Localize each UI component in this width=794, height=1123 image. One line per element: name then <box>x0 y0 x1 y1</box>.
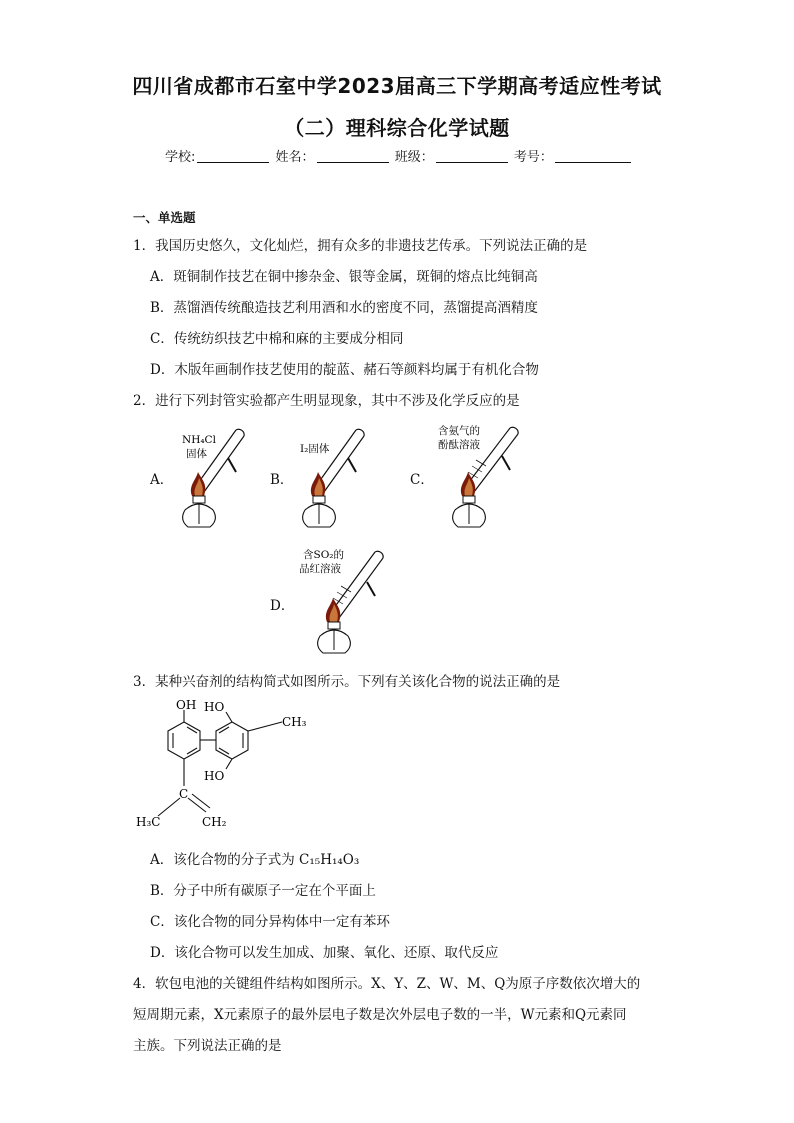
apparatus-c-reagent-1: 含氨气的 <box>438 425 480 437</box>
ho-label-2: HO <box>204 700 225 714</box>
school-label: 学校: <box>165 150 196 165</box>
q1-option-c: C．传统纺织技艺中棉和麻的主要成分相同 <box>150 331 404 347</box>
q2-apparatus-a <box>170 420 270 535</box>
apparatus-b-reagent: I₂固体 <box>300 443 330 455</box>
q2-option-b-label: B． <box>270 472 294 488</box>
q3-option-a: A．该化合物的分子式为 C₁₅H₁₄O₃ <box>150 852 360 868</box>
q3-option-b: B．分子中所有碳原子一定在个平面上 <box>150 883 376 899</box>
q2-apparatus-d <box>295 542 405 660</box>
q4-line-2: 短周期元素，X元素原子的最外层电子数是次外层电子数的一半，W元素和Q元素同 <box>133 1007 627 1023</box>
benzene-ring-right <box>216 722 248 759</box>
q3-option-c: C．该化合物的同分异构体中一定有苯环 <box>150 914 390 930</box>
alcohol-lamp-icon <box>453 496 486 527</box>
q2-apparatus-b <box>290 420 390 535</box>
exam-no-blank <box>555 150 631 163</box>
q1-option-b: B．蒸馏酒传统酿造技艺利用酒和水的密度不同，蒸馏提高酒精度 <box>150 300 538 316</box>
exam-title-line2: （二）理科综合化学试题 <box>284 116 510 140</box>
q3-stem: 3．某种兴奋剂的结构简式如图所示。下列有关该化合物的说法正确的是 <box>133 674 561 690</box>
q2-option-a-label: A． <box>150 472 174 488</box>
student-info-row <box>165 146 633 165</box>
benzene-ring-left <box>168 722 200 759</box>
apparatus-d-reagent-2: 品红溶液 <box>299 563 341 575</box>
apparatus-d-reagent-1: 含SO₂的 <box>303 549 345 561</box>
q2-stem: 2．进行下列封管实验都产生明显现象，其中不涉及化学反应的是 <box>133 393 520 409</box>
section-title: 一、单选题 <box>133 210 196 225</box>
q2-option-c-label: C． <box>410 472 434 488</box>
exam-no-label: 考号： <box>513 150 553 165</box>
q3-option-d: D．该化合物可以发生加成、加聚、氧化、还原、取代反应 <box>150 945 499 961</box>
class-blank <box>436 150 508 163</box>
apparatus-c-reagent-2: 酚酞溶液 <box>438 439 480 451</box>
q1-stem: 1．我国历史悠久，文化灿烂，拥有众多的非遗技艺传承。下列说法正确的是 <box>133 238 588 254</box>
ch3-label: CH₃ <box>282 715 307 729</box>
oh-label-1: OH <box>176 698 197 712</box>
apparatus-a-reagent-1: NH₄Cl <box>182 434 216 446</box>
alcohol-lamp-icon <box>318 622 351 653</box>
q4-line-3: 主族。下列说法正确的是 <box>133 1038 282 1054</box>
q4-line-1: 4．软包电池的关键组件结构如图所示。X、Y、Z、W、M、Q为原子序数依次增大的 <box>133 976 641 992</box>
name-label: 姓名： <box>275 150 315 165</box>
apparatus-a-reagent-2: 固体 <box>186 448 207 460</box>
q2-option-d-label: D． <box>270 598 295 614</box>
q1-option-d: D．木版年画制作技艺使用的靛蓝、赭石等颜料均属于有机化合物 <box>150 362 539 378</box>
ho-label-3: HO <box>204 769 225 783</box>
school-blank <box>197 150 269 163</box>
name-blank <box>317 150 389 163</box>
exam-title-line1: 四川省成都市石室中学2023届高三下学期高考适应性考试 <box>132 74 662 98</box>
c-label: C <box>179 787 189 801</box>
ch2-label: CH₂ <box>202 815 227 829</box>
q1-option-a: A．斑铜制作技艺在铜中掺杂金、银等金属，斑铜的熔点比纯铜高 <box>150 269 538 285</box>
h3c-label: H₃C <box>136 815 161 829</box>
alcohol-lamp-icon <box>303 496 336 527</box>
alcohol-lamp-icon <box>183 496 216 527</box>
q2-apparatus-c <box>430 420 540 535</box>
class-label: 班级： <box>394 150 434 165</box>
q3-structure-diagram <box>130 698 320 833</box>
